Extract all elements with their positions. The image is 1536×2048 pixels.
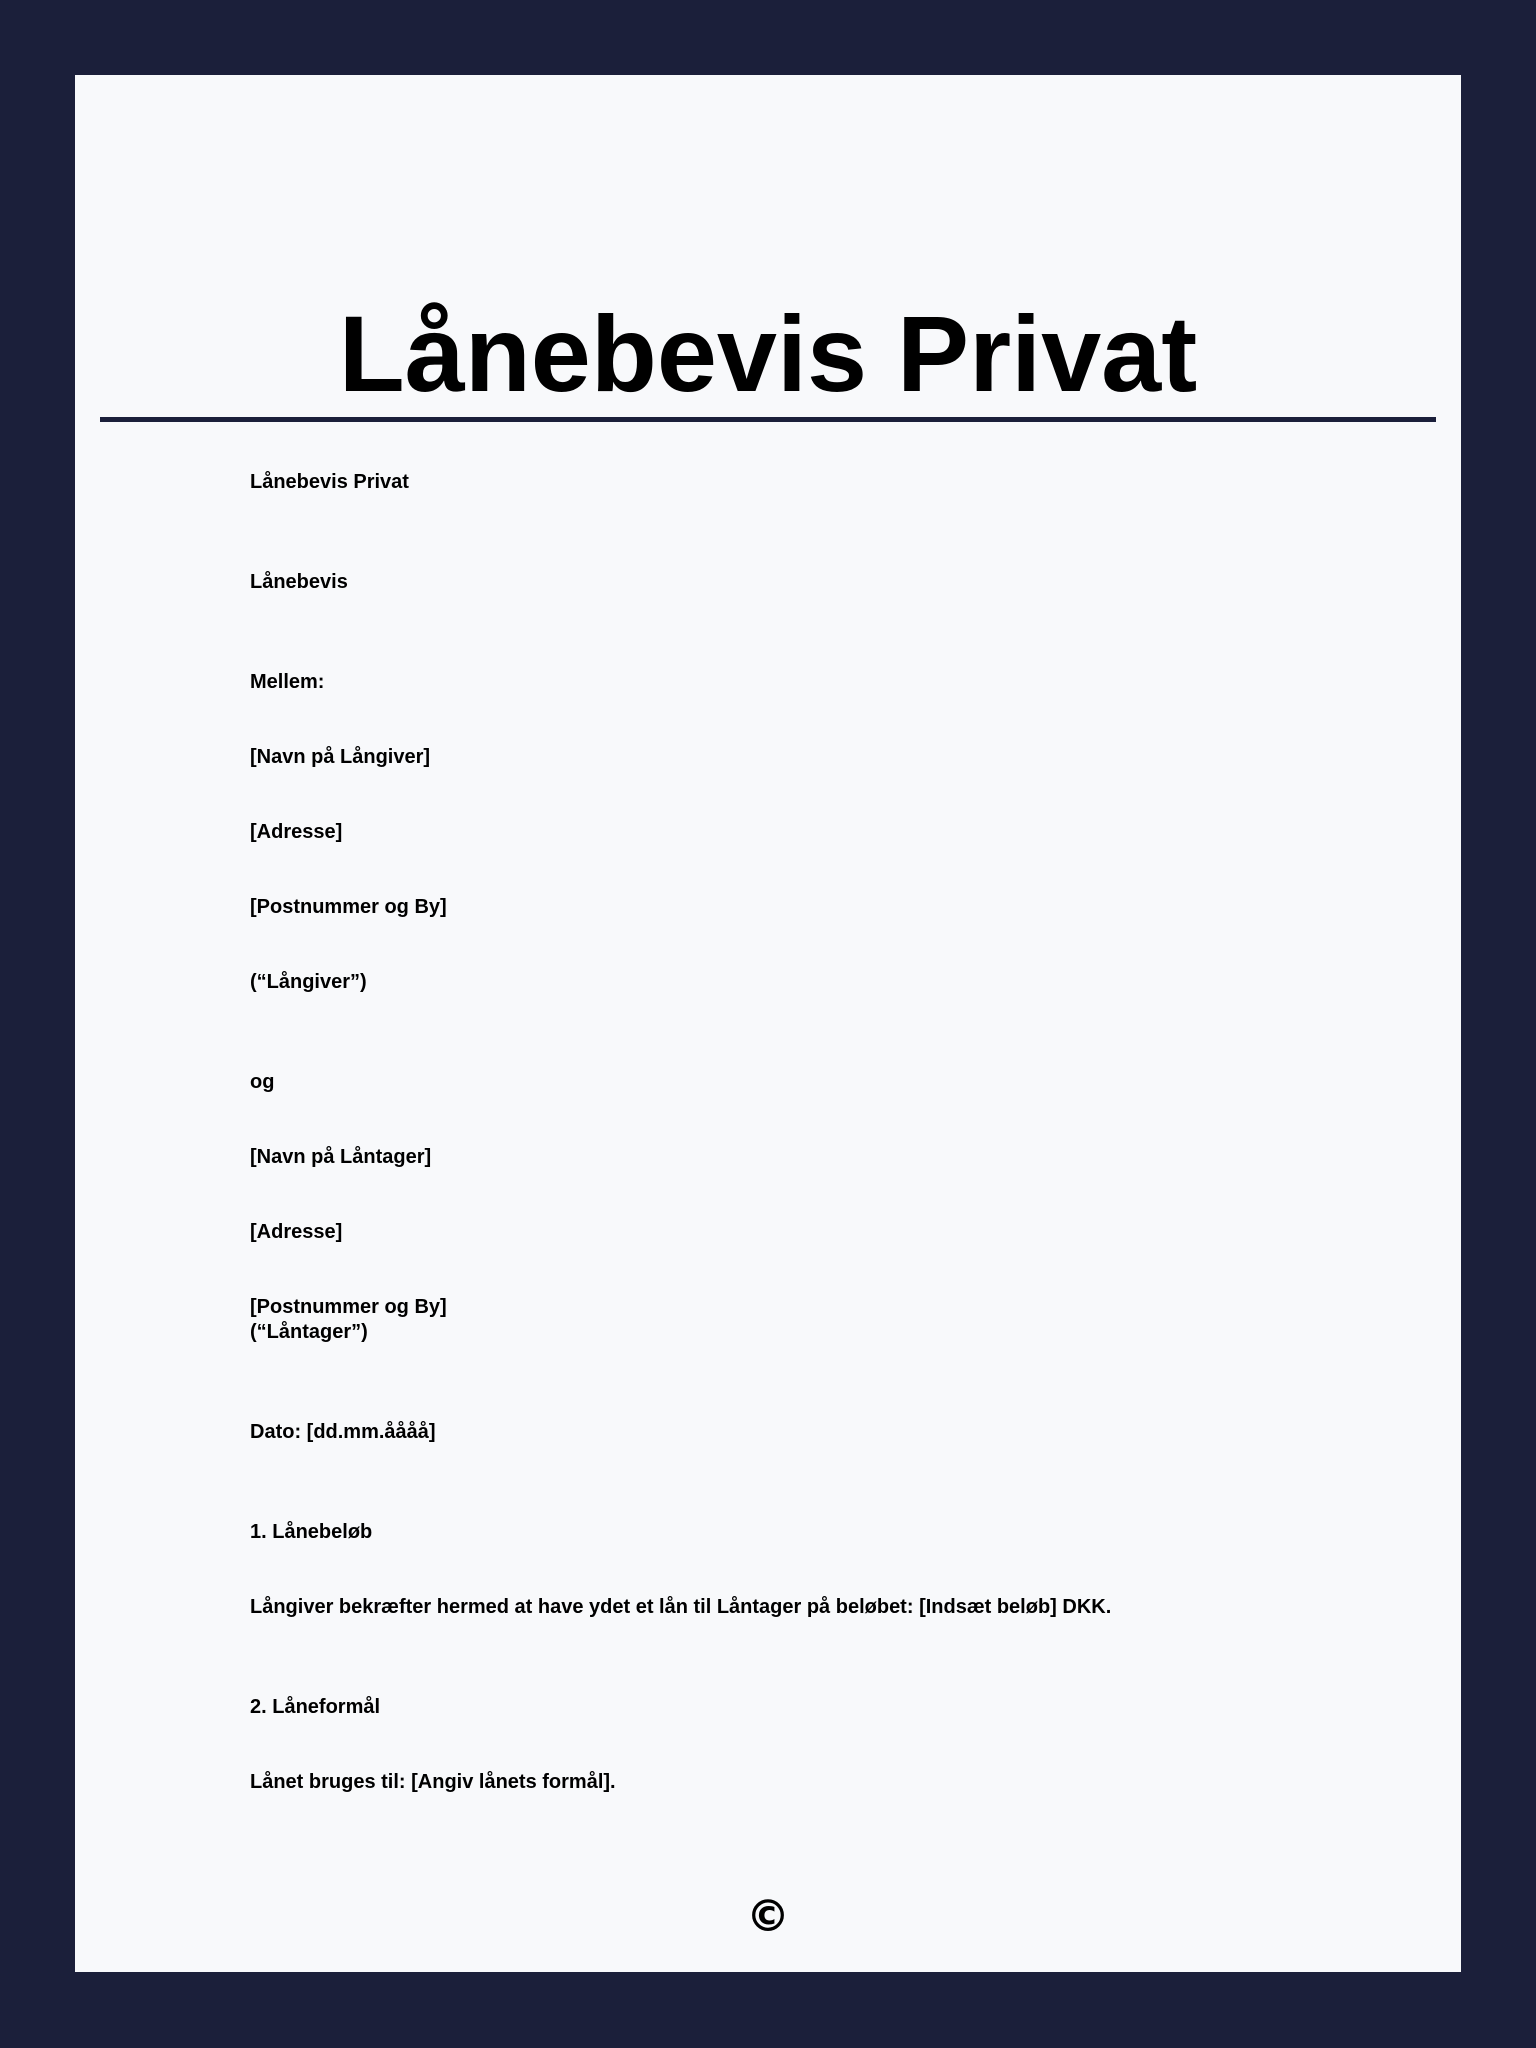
lender-name-placeholder: [Navn på Långiver]: [250, 746, 431, 768]
section-1-text: Långiver bekræfter hermed at have ydet et lån til Låntager på beløbet: [Indsæt beløb] DKK.: [250, 1596, 1112, 1618]
and-label: og: [250, 1071, 275, 1093]
borrower-postal-placeholder: [Postnummer og By]: [250, 1296, 447, 1318]
doc-subheading-line: Lånebevis: [250, 571, 348, 593]
lender-role-label: (“Långiver”): [250, 971, 367, 993]
document-title: Lånebevis Privat: [338, 293, 1198, 414]
document-page: [75, 75, 1461, 1972]
date-line: Dato: [dd.mm.åååå]: [250, 1421, 436, 1443]
title-divider: [100, 417, 1436, 422]
section-2-text: Lånet bruges til: [Angiv lånets formål].: [250, 1771, 616, 1793]
borrower-address-placeholder: [Adresse]: [250, 1221, 343, 1243]
lender-postal-placeholder: [Postnummer og By]: [250, 896, 447, 918]
borrower-name-placeholder: [Navn på Låntager]: [250, 1146, 432, 1168]
section-1-heading: 1. Lånebeløb: [250, 1521, 373, 1543]
section-2-heading: 2. Låneformål: [250, 1696, 381, 1718]
lender-address-placeholder: [Adresse]: [250, 821, 343, 843]
borrower-role-label: (“Låntager”): [250, 1321, 368, 1343]
copyright-icon: ©: [746, 1891, 790, 1942]
doc-heading-line: Lånebevis Privat: [250, 471, 409, 493]
between-label: Mellem:: [250, 671, 325, 693]
